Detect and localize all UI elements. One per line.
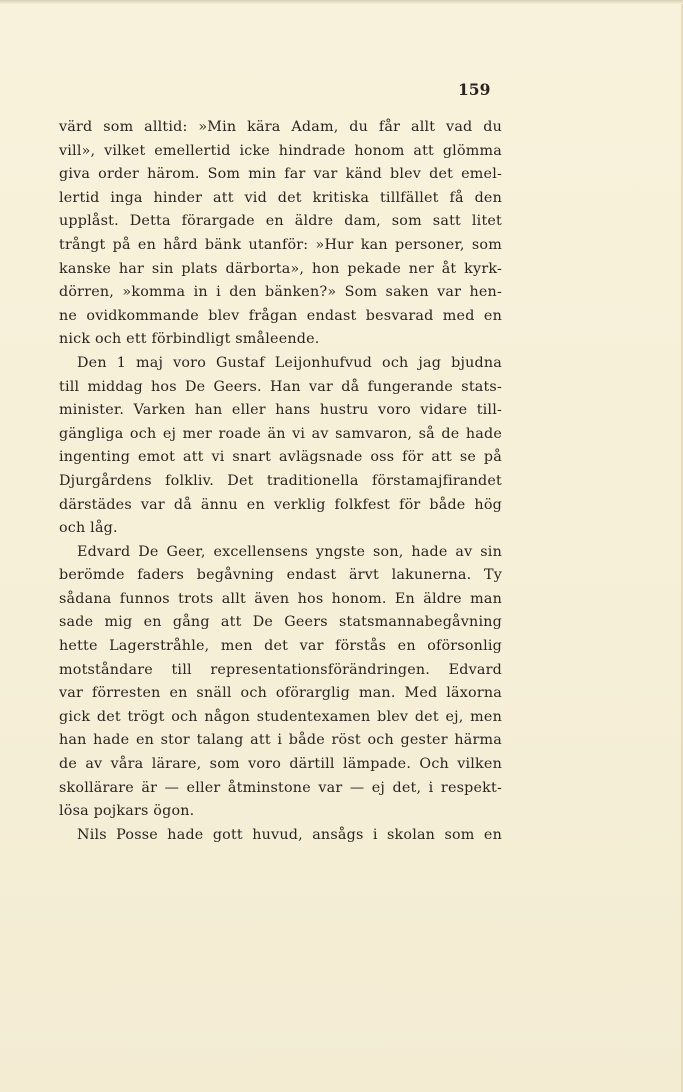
text-line: berömde faders begåvning endast ärvt lakunerna. Ty xyxy=(59,567,502,584)
text-line: därstädes var då ännu en verklig folkfest för både hög xyxy=(59,496,502,513)
text-line: hette Lagerstråhle, men det var förstås en oförsonlig xyxy=(59,638,502,655)
text-line: lösa pojkars ögon. xyxy=(59,803,195,820)
text-line: sade mig en gång att De Geers statsmannabegåvning xyxy=(59,614,502,631)
text-line: ingenting emot att vi snart avlägsnade oss för att se på xyxy=(59,449,502,466)
text-line: nick och ett förbindligt småleende. xyxy=(59,331,320,348)
text-line: var förresten en snäll och oförarglig man. Med läxorna xyxy=(59,685,502,702)
body-text xyxy=(59,116,502,847)
text-line: vill», vilket emellertid icke hindrade honom att glömma xyxy=(59,142,502,159)
text-line: giva order härom. Som min far var känd blev det emel- xyxy=(59,166,502,183)
text-line: Nils Posse hade gott huvud, ansågs i skolan som en xyxy=(77,826,502,843)
text-line: lertid inga hinder att vid det kritiska tillfället få den xyxy=(59,189,502,206)
text-line: han hade en stor talang att i både röst och gester härma xyxy=(59,732,502,749)
text-line: dörren, »komma in i den bänken?» Som saken var hen- xyxy=(59,284,502,301)
text-line: minister. Varken han eller hans hustru voro vidare till- xyxy=(59,402,502,419)
text-line: och låg. xyxy=(59,520,118,537)
page-top-edge xyxy=(0,0,683,4)
text-line: värd som alltid: »Min kära Adam, du får allt vad du xyxy=(59,119,502,135)
text-line: till middag hos De Geers. Han var då fungerande stats- xyxy=(59,378,502,395)
text-line: gick det trögt och någon studentexamen blev det ej, men xyxy=(59,708,502,725)
text-line: motståndare till representationsförändringen. Edvard xyxy=(59,661,502,678)
text-line: Edvard De Geer, excellensens yngste son, hade av sin xyxy=(77,543,502,560)
text-line: gängliga och ej mer roade än vi av samvaron, så de hade xyxy=(59,425,502,442)
text-line: Djurgårdens folkliv. Det traditionella förstamajfirandet xyxy=(59,472,502,489)
text-line: upplåst. Detta förargade en äldre dam, som satt litet xyxy=(59,213,502,230)
text-line: trångt på en hård bänk utanför: »Hur kan personer, som xyxy=(59,236,502,253)
text-line: kanske har sin plats därborta», hon pekade ner åt kyrk- xyxy=(59,260,502,277)
text-line: sådana funnos trots allt även hos honom. En äldre man xyxy=(59,590,502,607)
text-line: Den 1 maj voro Gustaf Leijonhufvud och jag bjudna xyxy=(77,354,502,371)
text-line: de av våra lärare, som voro därtill lämpade. Och vilken xyxy=(59,756,502,773)
page-number: 159 xyxy=(458,80,491,99)
text-line: ne ovidkommande blev frågan endast besvarad med en xyxy=(59,307,502,324)
text-line: skollärare är — eller åtminstone var — ej det, i respekt- xyxy=(59,779,502,796)
